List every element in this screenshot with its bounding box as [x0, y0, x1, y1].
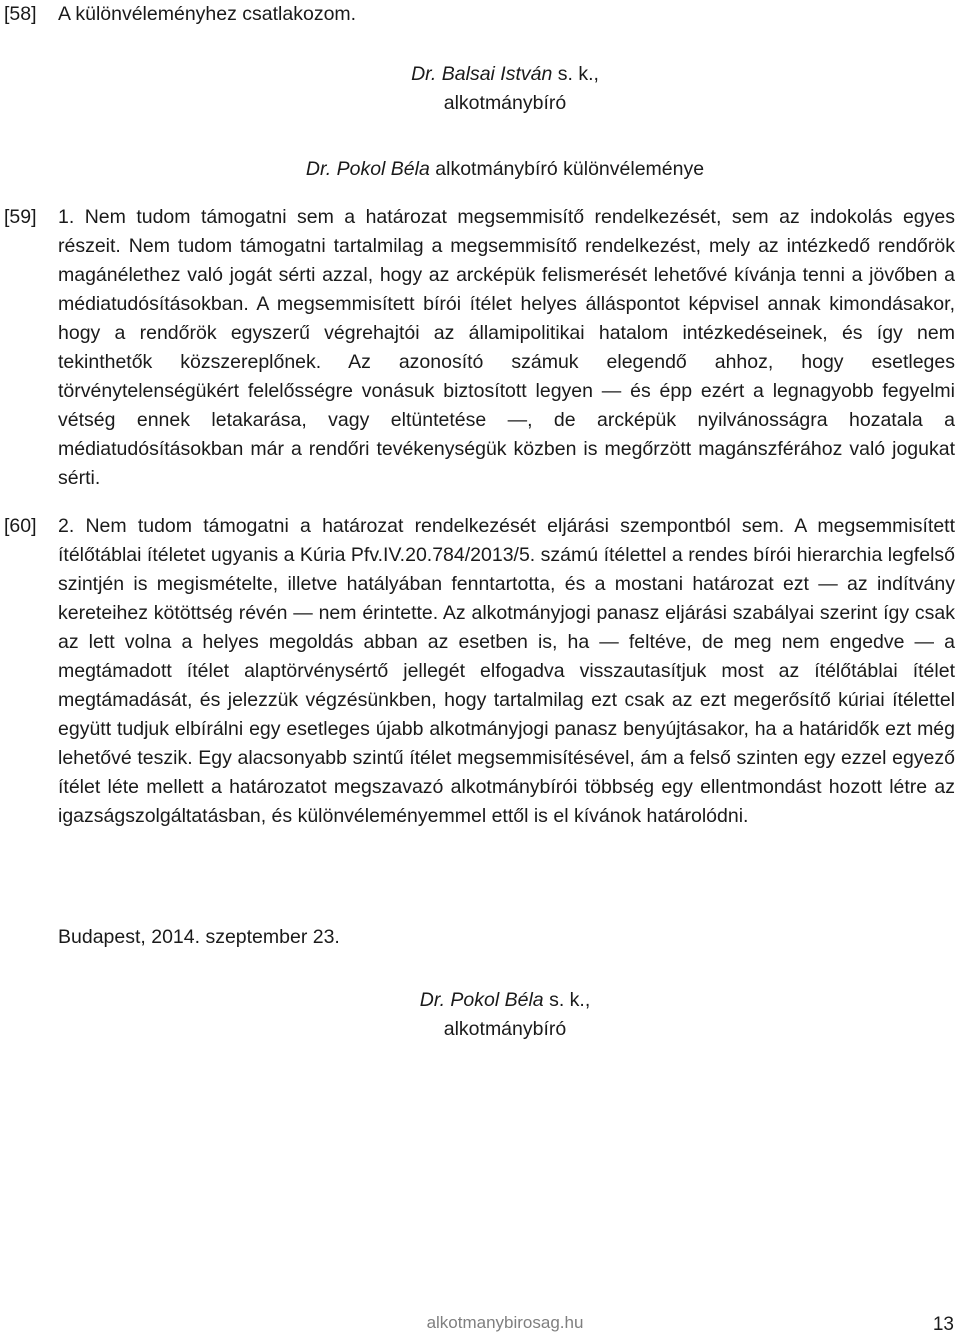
place-date: Budapest, 2014. szeptember 23. — [58, 926, 340, 948]
paragraph-number: [59] — [4, 206, 37, 228]
signer-title: alkotmánybíró — [443, 92, 567, 114]
paragraph-text: A különvéleményhez csatlakozom. — [58, 3, 357, 25]
paragraph-58 — [0, 0, 955, 29]
heading-rest: alkotmánybíró különvéleménye — [429, 158, 705, 180]
paragraph-59 — [0, 203, 955, 493]
signer-name: Dr. Balsai István — [411, 63, 553, 85]
page-number: 13 — [932, 1314, 954, 1335]
signer-suffix: s. k., — [543, 989, 591, 1011]
heading-name: Dr. Pokol Béla — [305, 158, 430, 180]
paragraph-text: 1. Nem tudom támogatni sem a határozat megsemmisítő rendelkezését, sem az indokolás egyes részeit. Nem tudom támogatni tartalmilag a megsemmisítő rendelkezést, mely az intézkedő rendőrök magánélethez való jogát sérti azzal, hogy az arcképük felismerését lehetővé kívánja tenni a jövőben a médiatudósításokban. A megsemmisített bírói ítélet helyes álláspontot képvisel annak kimondásakor, hogy a rendőrök egyszerű végrehajtói az államipolitikai hatalom intézkedéseinek, és így nem tekinthetők közszereplőnek. Az azonosító számuk elegendő ahhoz, hogy esetleges törvénytelenségükért felelősségre vonásuk biztosított legyen — és épp ezért a legnagyobb fegyelmi vétség ennek letakarása, vagy eltüntetése —, de arcképük nyilvánosságra hozatala a médiatudósításokban már a rendőri tevékenységük közben is megőrzött magánszférához való jogukat sérti. — [58, 206, 955, 489]
paragraph-number: [60] — [4, 515, 37, 537]
signature-line — [0, 60, 960, 89]
signer-suffix: s. k., — [552, 63, 599, 85]
signature-balsai — [0, 60, 960, 118]
footer-site: alkotmanybirosag.hu — [426, 1313, 584, 1332]
paragraph-text: 2. Nem tudom támogatni a határozat rendelkezését eljárási szempontból sem. A megsemmisített ítélőtáblai ítéletet ugyanis a Kúria Pfv.IV.20.784/2013/5. számú ítélettel a rendes bírói hierarchia legfelső szintjén is megismételte, illetve hatályában fenntartotta, és a mostani határozat ezt — az indítvány kereteihez kötöttség révén — nem érintette. Az alkotmányjogi panasz eljárási szabályai szerint így csak az lett volna a helyes megoldás abban az esetben is, ha — feltéve, de meg nem engedve — a megtámadott ítélet alaptörvénysértő jellegét elfogadva visszautasítjuk most az ítélőtáblai ítélet megtámadását, és jelezzük végzésünkben, hogy tartalmilag ezt csak az ezt megerősítő kúriai ítélettel együtt tudjuk elbírálni egy esetleges újabb alkotmányjogi panasz benyújtásakor, ha a határidők ezt még lehetővé teszik. Egy alacsonyabb szintű ítélet megsemmisítésével, ám a felső szinten egy ezzel egyező ítélet léte mellett a határozatot megszavazó alkotmánybírói többség egy ellentmondást hozott létre az igazságszolgáltatásban, és különvéleményemmel ettől is el kívánok határolódni. — [58, 515, 955, 827]
paragraph-60 — [0, 512, 955, 831]
signer-name: Dr. Pokol Béla — [419, 989, 544, 1011]
paragraph-number: [58] — [4, 3, 37, 25]
signature-line — [0, 986, 960, 1015]
signer-title: alkotmánybíró — [443, 1018, 567, 1040]
signature-pokol — [0, 986, 960, 1044]
opinion-heading — [0, 155, 960, 184]
